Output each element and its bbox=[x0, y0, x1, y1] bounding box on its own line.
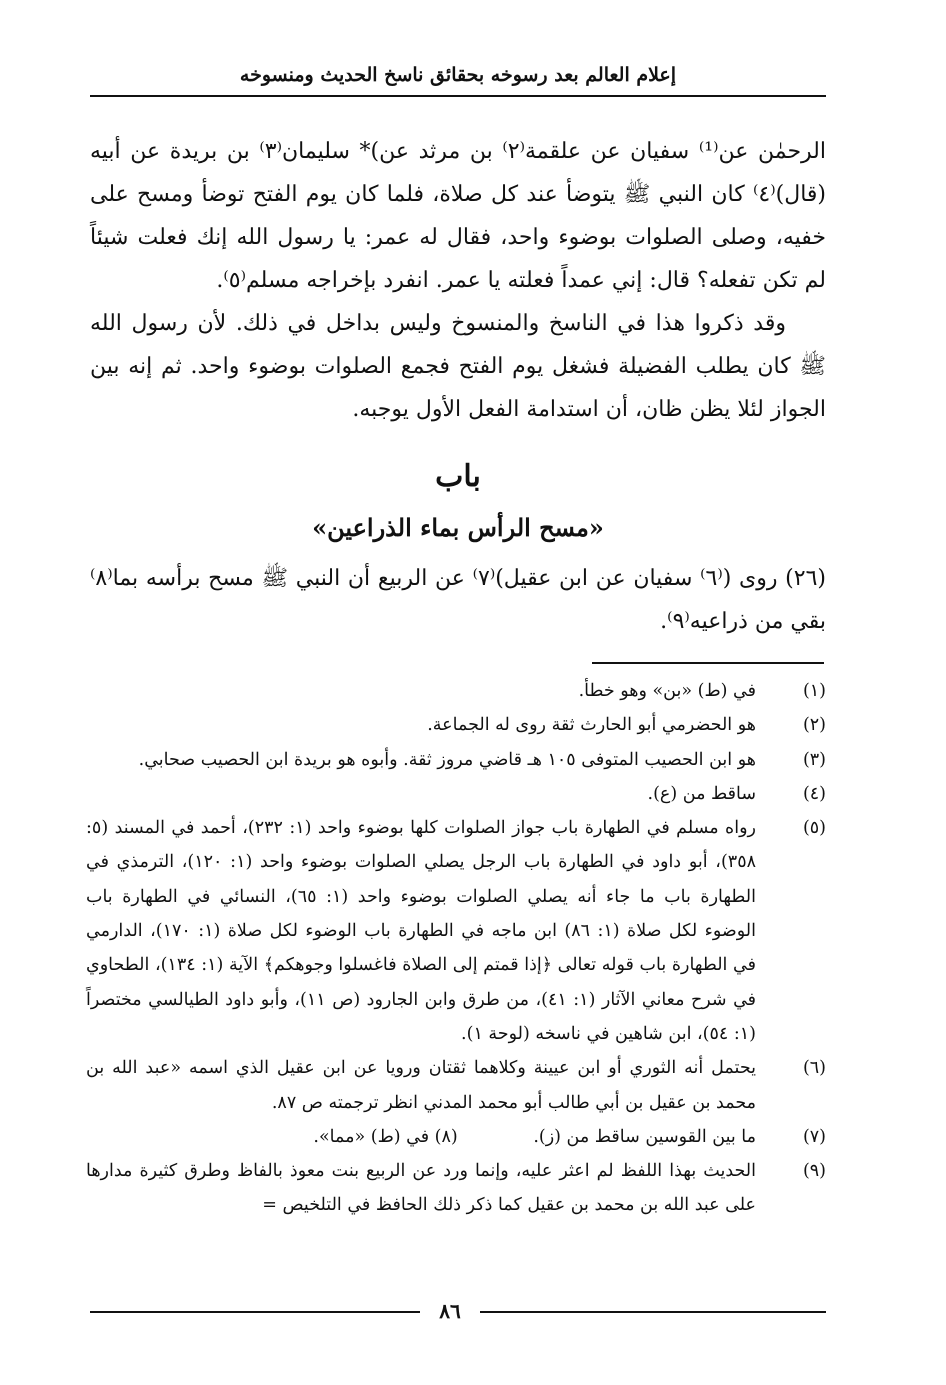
footnote-4 bbox=[86, 777, 826, 811]
header-rule bbox=[90, 95, 826, 97]
footnote-number: (٥) bbox=[802, 818, 826, 839]
footnote-text: يحتمل أنه الثوري أو ابن عيينة وكلاهما ثقتان ورويا عن ابن عقيل الذي اسمه «عبد الله بن محمد بن عقيل بن أبي طالب أبو محمد المدني انظر ترجمته ص ٨٧. bbox=[86, 1058, 756, 1113]
footnote-text: في (ط) «مما». bbox=[313, 1126, 430, 1147]
paragraph-2: وقد ذكروا هذا في الناسخ والمنسوخ وليس بداخل في ذلك. لأن رسول الله ﷺ كان يطلب الفضيلة فشغل يوم الفتح فجمع الصلوات بوضوء واحد. ثم إنه بين الجواز لئلا يظن ظان، أن استدامة الفعل الأول يوجبه. bbox=[90, 311, 826, 422]
footnote-3 bbox=[86, 743, 826, 777]
main-text-bottom bbox=[90, 557, 826, 643]
page-number: ٨٦ bbox=[439, 1299, 461, 1323]
footer-rule-left bbox=[90, 1311, 420, 1313]
footnote-5 bbox=[86, 811, 826, 1051]
footnote-1 bbox=[86, 674, 826, 708]
section-subtitle: «مسح الرأس بماء الذراعين» bbox=[312, 513, 604, 542]
footnote-number: (٨) bbox=[434, 1126, 458, 1147]
footnote-text: ساقط من (ع). bbox=[647, 783, 756, 804]
section-title: باب bbox=[435, 459, 481, 494]
footnote-text: هو ابن الحصيب المتوفى ١٠٥ هـ قاضي مروز ثقة. وأبوه هو بريدة ابن الحصيب صحابي. bbox=[138, 749, 756, 770]
footnotes bbox=[86, 674, 826, 1223]
footnote-9 bbox=[86, 1154, 826, 1223]
footnote-text: في (ط) «بن» وهو خطأ. bbox=[578, 681, 756, 701]
footnote-number: (٦) bbox=[802, 1058, 826, 1079]
paragraph-1: الرحمٰن عن⁽¹⁾ سفيان عن علقمة⁽٢⁾ بن مرثد عن)* سليمان⁽٣⁾ بن بريدة عن أبيه (قال)⁽٤⁾ كان النبي ﷺ يتوضأ عند كل صلاة، فلما كان يوم الفتح توضأ ومسح على خفيه، وصلى الصلوات بوضوء واحد، فقال له عمر: يا رسول الله إنك فعلت شيئاً لم تكن تفعله؟ قال: إني عمداً فعلته يا عمر. انفرد بإخراجه مسلم⁽٥⁾. bbox=[90, 139, 826, 293]
footnote-number: (٧) bbox=[802, 1126, 826, 1147]
footnote-number: (١) bbox=[802, 681, 826, 701]
footnote-text: هو الحضرمي أبو الحارث ثقة روى له الجماعة. bbox=[427, 715, 756, 736]
paragraph-3: (٢٦) روى (⁽٦⁾ سفيان عن ابن عقيل)⁽٧⁾ عن الربيع أن النبي ﷺ مسح برأسه بما⁽٨⁾ بقي من ذراعيه⁽٩⁾. bbox=[90, 566, 826, 634]
footnote-number: (٤) bbox=[802, 783, 826, 804]
footnote-number: (٣) bbox=[802, 749, 826, 770]
footnote-separator bbox=[592, 662, 824, 664]
footnote-7-8 bbox=[86, 1120, 826, 1154]
running-title: إعلام العالم بعد رسوخه بحقائق ناسخ الحديث ومنسوخه bbox=[239, 64, 677, 86]
footer-rule-right bbox=[480, 1311, 826, 1313]
footnote-number: (٩) bbox=[802, 1161, 826, 1182]
footnote-text: الحديث بهذا اللفظ لم اعثر عليه، وإنما ورد عن الربيع بنت معوذ بالفاظ وطرق كثيرة مدارها على عبد الله بن محمد بن عقيل كما ذكر ذلك الحافظ في التلخيص = bbox=[86, 1161, 756, 1216]
footnote-6 bbox=[86, 1051, 826, 1120]
footnote-2 bbox=[86, 708, 826, 742]
footnote-text: رواه مسلم في الطهارة باب جواز الصلوات كلها بوضوء واحد (١: ٢٣٢)، أحمد في المسند (٥: ٣٥٨)، أبو داود في الطهارة باب الرجل يصلي الصلوات بوضوء واحد (١: ١٢٠)، الترمذي في الطهارة باب ما جاء أنه يصلي الصلوات بوضوء واحد (١: ٦٥)، النسائي في الطهارة باب الوضوء لكل صلاة (١: ٨٦) ابن ماجه في الطهارة باب الوضوء لكل صلاة (١: ١٧٠)، الدارمي في الطهارة باب قوله تعالى ﴿إذا قمتم إلى الصلاة فاغسلوا وجوهكم﴾ الآية (١: ١٣٤)، الطحاوي في شرح معاني الآثار (١: ٤١)، من طرق وابن الجارود (ص ١١)، وأبو داود الطيالسي مختصراً (١: ٥٤)، ابن شاهين في ناسخه (لوحة ١). bbox=[86, 818, 757, 1044]
main-text-top bbox=[90, 130, 826, 431]
footnote-text: ما بين القوسين ساقط من (ز). bbox=[533, 1126, 756, 1147]
footnote-number: (٢) bbox=[802, 715, 826, 736]
